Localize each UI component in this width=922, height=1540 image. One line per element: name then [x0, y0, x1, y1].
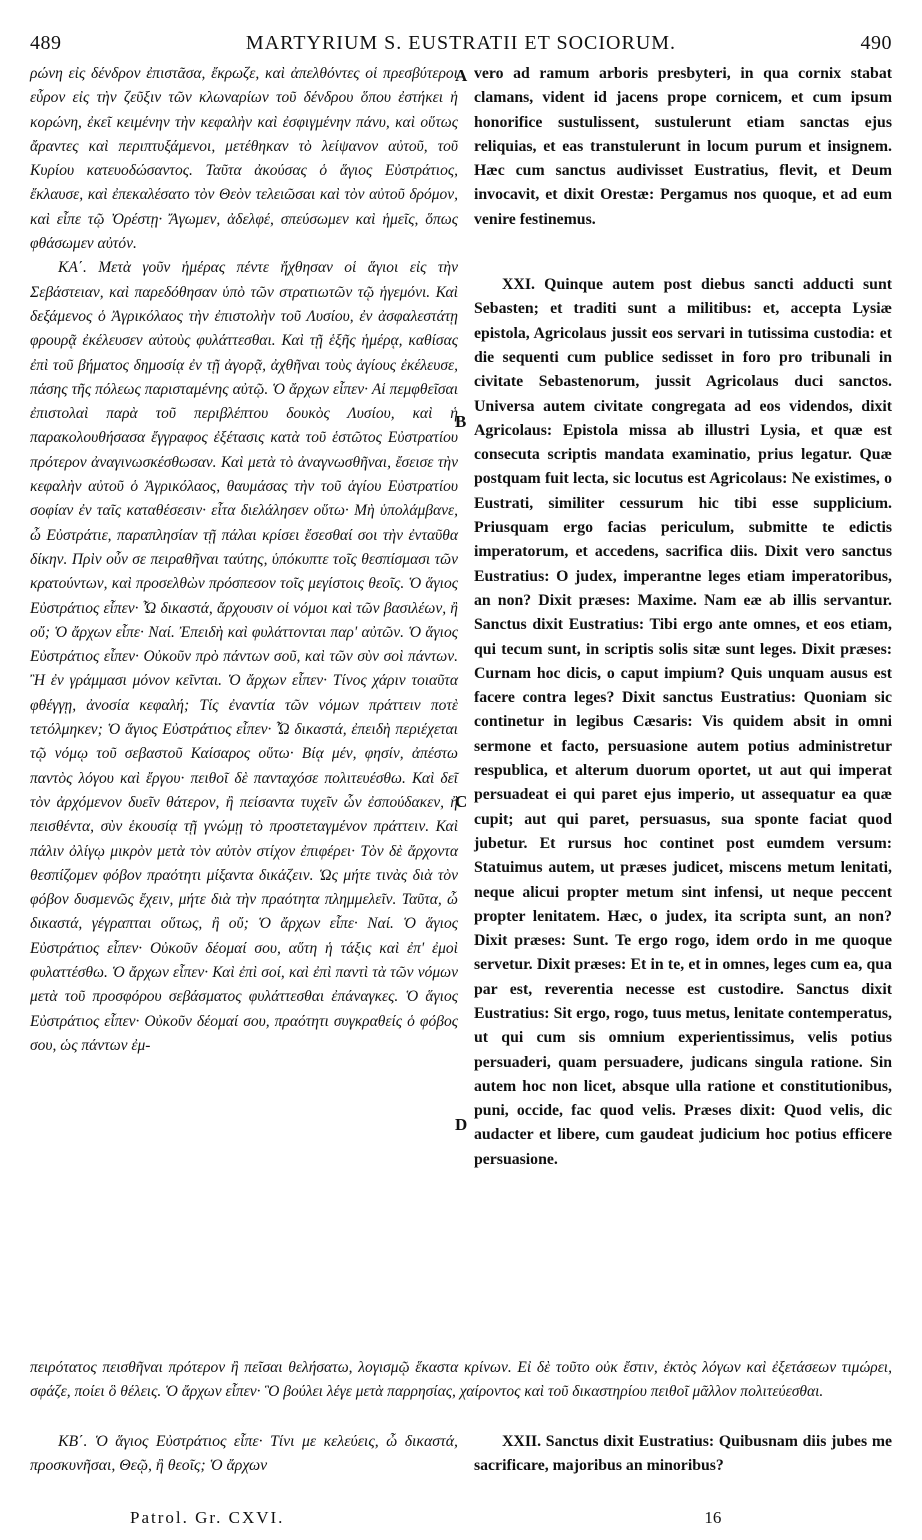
greek-column [30, 62, 458, 1540]
latin-paragraph-2: XXI. Quinque autem post diebus sancti adducti sunt Sebasten; et traditi sunt a militibus: et, accepta Lysiæ epistola, Agricolaus jussit eos servari in tutissima custodia: et die sequenti cum publice sedisset in foro pro tribunali in civitate Sebastenorum, jussit Agricolaus duci sanctos. Universa autem civitate congregata ad eos videndos, dixit Agricolaus: Epistola missa ab illustri Lysia, et quæ est consecuta scriptis mandata examinatio, prius legatur. Quæ postquam fuit lecta, sic locutus est Agricolaus: Ne existimes, o Eustrati, similiter cessurum hic tibi esse supplicium. Priusquam ergo facias periculum, submitte te edictis imperatorum, et accedens, sacrifica diis. Dixit vero sanctus Eustratius: O judex, imperantne leges etiam imperatoribus, an non? Dixit præses: Maxime. Nam eæ ab illis servantur. Sanctus dixit Eustratius: Tibi ergo ante omnes, et eos etiam, qui tecum sunt, in scriptis solis sitæ sunt leges. Dixit præses: Curnam hoc dicis, o caput impium? Quis unquam ausus est facere contra leges? Dixit sanctus Eustratius: Quoniam sic continetur in legibus Cæsaris: Vis quidem absit in omni sermone et facto, persuasione autem potius administretur respublica, et alterum duorum oportet, ut aut qui imperat persuadeat ei qui paret ejus imperio, ut assequatur ea quæ cupit; aut qui paret, persuasus, sua sponte faciat quod jubetur. Et rursus hoc continet post eumdem versum: Statuimus autem, ut præses judicet, miscens metum lenitati, neque alicui propter metum sint infensi, ut neque peccent propter lenitatem. Hæc, o judex, ita scripta sunt, an non? Dixit præses: Sunt. Te ergo rogo, idem ordo in me quoque servetur. Dixit præses: Et in te, et in omnes, leges cum ea, qua par est, reverentia necesse est custodire. Sanctus dixit Eustratius: Sit ergo, rogo, tuus metus, lenitate contemperatus, ut qui cum sis omnium experientissimus, velis potius persuaderi, quam persuadere, judicans singula ratione. Sin autem hoc non licet, absque ulla ratione et constitutionibus, puni, occide, fac quod velis. Præses dixit: Quod velis, dic audacter et libere, cum gaudeat judicium hoc potius efficere persuasione. [474, 276, 892, 1168]
page-number-right: 490 [860, 32, 892, 54]
latin-paragraph-3: XXII. Sanctus dixit Eustratius: Quibusnam diis jubes me sacrificare, majoribus an minoribus? [474, 1433, 892, 1475]
greek-full-width-lines: πειρότατος πεισθῆναι πρότερον ἢ πεῖσαι θελήσατω, λογισμῷ ἕκαστα κρίνων. Εἰ δὲ τοῦτο οὐκ ἔστιν, ἐκτὸς λόγων καὶ ἐξετάσεων τιμώρει, σφάζε, ποίει ὃ θέλεις. Ὁ ἄρχων εἶπεν· Ὃ βούλει λέγε μετὰ παρρησίας, χαίροντος καὶ τοῦ δικαστηρίου πειθοῖ μᾶλλον πολιτεύεσθαι. [30, 1356, 892, 1405]
section-marker-a: A [455, 66, 468, 85]
paragraph-gap [474, 232, 892, 273]
section-marker-b: B [455, 412, 467, 431]
bottom-paragraphs [30, 1430, 892, 1479]
footer-signature: Patrol. Gr. CXVI. [130, 1508, 285, 1527]
greek-paragraph-3: ΚΒ΄. Ὁ ἅγιος Εὐστράτιος εἶπε· Τίνι με κελεύεις, ὦ δικαστά, προσκυνῆσαι, Θεῷ, ἢ θεοῖς; Ὁ ἄρχων [30, 1433, 458, 1475]
section-marker-d: D [455, 1115, 468, 1134]
page-footer [30, 1508, 892, 1528]
section-marker-c: C [455, 792, 468, 811]
greek-paragraph-1: ρώνη εἰς δένδρον ἐπιστᾶσα, ἔκρωζε, καὶ ἀπελθόντες οἱ πρεσβύτεροι εὗρον εἰς τὴν ζεῦξιν τῶν κλωναρίων τοῦ δένδρου ὅπου ἐστήκει ἡ κορώνη, ἐκεῖ κειμένην τὴν κεφαλὴν καὶ ἐσφιγμένην πάνυ, καὶ οὕτως ἄραντες καὶ περιπτυξάμενοι, μετέθηκαν τὸ λείψανον αὐτοῦ, τοῦ Κυρίου κατευοδώσαντος. Ταῦτα ἀκούσας ὁ ἅγιος Εὐστράτιος, ἔκλαυσε, καὶ ἐπεκαλέσατο τὸν Θεὸν τελειῶσαι καὶ τὸν αὐτοῦ δρόμον, καὶ εἶπε τῷ Ὀρέστῃ· Ἄγωμεν, ἀδελφέ, σπεύσωμεν καὶ ἡμεῖς, ὅπως φθάσωμεν αὐτόν. [30, 65, 458, 253]
running-header [30, 32, 892, 62]
footer-signature-number: 16 [704, 1508, 722, 1527]
running-title: MARTYRIUM S. EUSTRATII ET SOCIORUM. [245, 32, 677, 54]
latin-paragraph-1: vero ad ramum arboris presbyteri, in qua cornix stabat clamans, vident id jacens prope cornicem, et cum ipsum honorifice sustulissent, sustulerunt etiam sanctas ejus reliquias, et eas transtulerunt in locum purum et insignem. Hæc cum sanctus audivisset Eustratius, flevit, et Deum invocavit, et dixit Orestæ: Pergamus nos quoque, et ad eum venire festinemus. [474, 65, 892, 228]
latin-column [474, 62, 892, 1540]
greek-paragraph-2: ΚΑ΄. Μετὰ γοῦν ἡμέρας πέντε ἤχθησαν οἱ ἅγιοι εἰς τὴν Σεβάστειαν, καὶ παρεδόθησαν ὑπὸ τῶν στρατιωτῶν τῷ ἡγεμόνι. Καὶ δεξάμενος ὁ Ἀγρικόλαος τὴν ἐπιστολὴν τοῦ Λυσίου, ἐν ἀσφαλεστάτῃ φρουρᾷ ἐκέλευσεν αὐτοὺς φυλάττεσθαι. Καὶ τῇ ἑξῆς ἡμέρᾳ, καθίσας ἐπὶ τοῦ βήματος δημοσίᾳ ἐν τῇ ἀγορᾷ, ἀχθῆναι τοὺς ἁγίους ἐκέλευσε, πάσης τῆς πόλεως παρισταμένης αὐτῷ. Ὁ ἄρχων εἶπεν· Αἱ πεμφθεῖσαι ἐπιστολαὶ παρὰ τοῦ περιβλέπτου δουκὸς Λυσίου, καὶ ἡ παρακολουθήσασα ἔγγραφος ἐξέτασις κατὰ τοῦ ἑστῶτος Εὐστρατίου πρότερον ἀναγινωσκέσθωσαν. Καὶ μετὰ τὸ ἀναγνωσθῆναι, ἔσεισε τὴν κεφαλὴν αὐτοῦ ὁ Ἀγρικόλαος, θαυμάσας τὴν τοῦ ἁγίου Εὐστρατίου σοφίαν ἐν ταῖς καταθέσεσιν· εἶτα διελάλησεν οὕτω· Μὴ ὑπολάμβανε, ὦ Εὐστράτιε, παραπλησίαν τῇ πάλαι κρίσει ἔσεσθαί σοι τὴν ἐνταῦθα δίκην. Πρὶν οὖν σε πειραθῆναι ταύτης, ὑπόκυπτε τοῖς θεσπίσμασι τῶν κρατούντων, καὶ προσελθὼν πρόσπεσον τοῖς μεγίστοις θεοῖς. Ὁ ἅγιος Εὐστράτιος εἶπεν· Ὦ δικαστά, ἄρχουσιν οἱ νόμοι καὶ τῶν βασιλέων, ἢ οὔ; Ὁ ἄρχων εἶπε· Ναί. Ἐπειδὴ καὶ φυλάττονται παρ' αὐτῶν. Ὁ ἅγιος Εὐστράτιος εἶπεν· Οὐκοῦν πρὸ πάντων σοῦ, καὶ τῶν σὺν σοὶ πάντων. Ἢ ἐν γράμμασι μόνον κεῖνται. Ὁ ἄρχων εἶπεν· Τίνος χάριν τοιαῦτα φθέγγῃ, ἀνοσία κεφαλή; Τίς ἐναντία τῶν νόμων πράττειν ποτὲ τετόλμηκεν; Ὁ ἅγιος Εὐστράτιος εἶπεν· Ὦ δικαστά, ἐπειδὴ περιέχεται τῷ νόμῳ τοῦ σεβαστοῦ Καίσαρος οὕτω· Βίᾳ μέν, φησίν, ἀπέστω παντὸς λόγου καὶ ἔργου· πειθοῖ δὲ πανταχόσε πολιτευέσθω. Καὶ δεῖ τὸν ἀρχόμενον δυεῖν θάτερον, ἢ πείσαντα τυχεῖν ὧν ἐσπούδακεν, ἢ πεισθέντα, σὺν ἑκουσίᾳ τῇ γνώμῃ τὸ προστεταγμένον πράττειν. Καὶ πάλιν ὀλίγῳ μικρὸν μετὰ τὸν αὐτὸν στίχον ἐπιφέρει· Τὸν δὲ ἄρχοντα θεσπίζομεν φόβον πραότητι μίξαντα δικάζειν. Ὡς μήτε τινὰς διὰ τὸν φόβον δυσμενῶς ἔχειν, μήτε διὰ τὴν πραότητα πλημμελεῖν. Ταῦτα, ὦ δικαστά, γέγραπται οὕτως, ἢ οὔ; Ὁ ἄρχων εἶπε· Ναί. Ὁ ἅγιος Εὐστράτιος εἶπεν· Οὐκοῦν δέομαί σου, αὕτη ἡ τάξις καὶ ἐπ' ἐμοὶ φυλαττέσθω. Ὁ ἄρχων εἶπεν· Καὶ ἐπὶ σοί, καὶ ἐπὶ παντὶ τὰ τῶν νόμων μετὰ τοῦ προσφόρου σεβάσματος φυλάττεσθαι ἐπάναγκες. Ὁ ἅγιος Εὐστράτιος εἶπεν· Οὐκοῦν δέομαί σου, πραότητι συγκραθείς ὁ φόβος σου, ὡς πάντων ἐμ- [30, 259, 458, 1054]
page-number-left: 489 [30, 32, 62, 54]
